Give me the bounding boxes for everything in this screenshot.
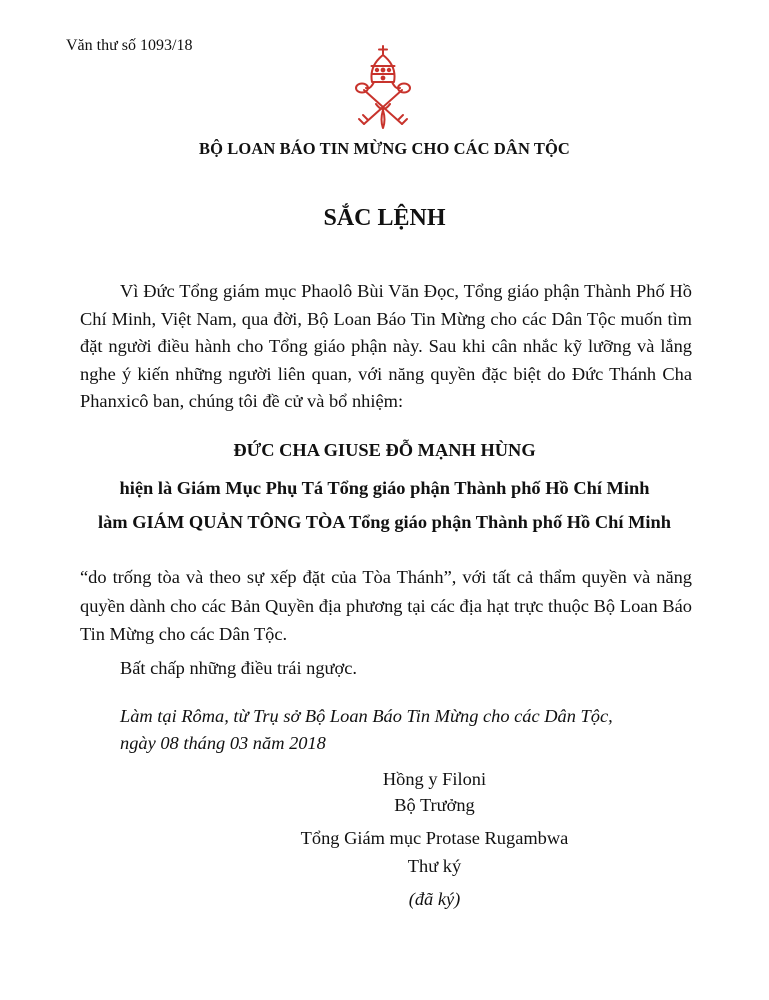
faculties-paragraph: “do trống tòa và theo sự xếp đặt của Tòa Thánh”, với tất cả thẩm quyền và năng quyền dành cho các Bản Quyền địa phương tại các địa hạt trực thuộc Bộ Loan Báo Tin Mừng cho các Dân Tộc. (80, 567, 692, 644)
document-title: SẮC LỆNH (323, 205, 446, 231)
appointee-current-role: hiện là Giám Mục Phụ Tá Tổng giáo phận Thành phố Hồ Chí Minh (119, 478, 650, 498)
appointee-name: ĐỨC CHA GIUSE ĐỖ MẠNH HÙNG (233, 440, 536, 460)
signatory-role: Thư ký (407, 856, 462, 876)
organization-header: BỘ LOAN BÁO TIN MỪNG CHO CÁC DÂN TỘC (199, 139, 570, 158)
document-reference: Văn thư số 1093/18 (66, 37, 193, 54)
place-line: Làm tại Rôma, từ Trụ sở Bộ Loan Báo Tin Mừng cho các Dân Tộc, (120, 706, 613, 726)
appointee-new-role: làm GIÁM QUẢN TÔNG TÒA Tổng giáo phận Thành phố Hồ Chí Minh (97, 512, 671, 532)
signatory-role: Bộ Trưởng (394, 795, 475, 815)
date-line: ngày 08 tháng 03 năm 2018 (120, 733, 326, 753)
signed-note: (đã ký) (408, 889, 461, 909)
signatory-name: Hồng y Filoni (382, 769, 487, 789)
intro-paragraph: Vì Đức Tổng giám mục Phaolô Bùi Văn Đọc, Tổng giáo phận Thành Phố Hồ Chí Minh, Việt Nam, qua đời, Bộ Loan Báo Tin Mừng cho các Dân Tộc muốn tìm đặt người điều hành cho Tổng giáo phận này. Sau khi cân nhắc kỹ lưỡng và lắng nghe ý kiến những người liên quan, với năng quyền đặc biệt do Đức Thánh Cha Phanxicô ban, chúng tôi đề cử và bổ nhiệm: (80, 281, 692, 412)
notwithstanding-clause: Bất chấp những điều trái ngược. (120, 658, 358, 678)
papal-keys-and-tiara-emblem-icon (352, 44, 414, 130)
signatory-name: Tổng Giám mục Protase Rugambwa (300, 828, 569, 848)
